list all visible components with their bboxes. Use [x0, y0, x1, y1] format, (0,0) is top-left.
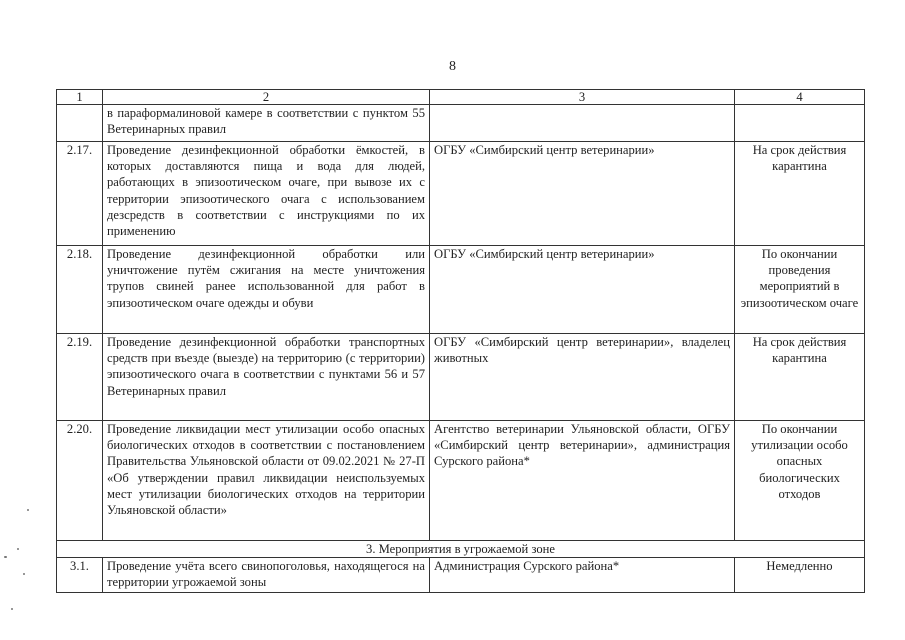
row-description: в параформалиновой камере в соответствии с пунктом 55 Ветеринарных правил: [103, 105, 430, 142]
row-term: [735, 105, 865, 142]
row-description: Проведение дезинфекционной обработки или уничтожение путём сжигания на месте уничтожения трупов свиней ранее использованной для работ в эпизоотическом очаге одежды и обуви: [103, 246, 430, 334]
table-header-row: [57, 90, 865, 105]
row-description: Проведение дезинфекционной обработки ёмкостей, в которых доставляются пища и вода для людей, работающих в эпизоотическом очаге, при вывозе их с территории эпизоотического очага с использованием дезсредств в соответствии с инструкциями по их применению: [103, 142, 430, 246]
row-number: 2.20.: [57, 421, 103, 541]
row-number: [57, 105, 103, 142]
row-number: 2.17.: [57, 142, 103, 246]
table-row: [57, 142, 865, 246]
row-number: 2.18.: [57, 246, 103, 334]
row-term: На срок действия карантина: [735, 334, 865, 421]
table-row: [57, 421, 865, 541]
section-row: [57, 541, 865, 558]
scan-mark: [4, 556, 7, 558]
column-number-3: 3: [430, 90, 735, 105]
row-executor: ОГБУ «Симбирский центр ветеринарии»: [430, 142, 735, 246]
row-number: 2.19.: [57, 334, 103, 421]
column-number-1: 1: [57, 90, 103, 105]
table-row: [57, 558, 865, 593]
measures-table: [56, 89, 865, 593]
table-row: [57, 334, 865, 421]
row-executor: Агентство ветеринарии Ульяновской области, ОГБУ «Симбирский центр ветеринарии», администрация Сурского района*: [430, 421, 735, 541]
row-description: Проведение учёта всего свинопоголовья, находящегося на территории угрожаемой зоны: [103, 558, 430, 593]
row-term: По окончании проведения мероприятий в эпизоотическом очаге: [735, 246, 865, 334]
page-number: 8: [449, 59, 456, 74]
row-description: Проведение дезинфекционной обработки транспортных средств при въезде (выезде) на территорию (с территории) эпизоотического очага в соответствии с пунктами 56 и 57 Ветеринарных правил: [103, 334, 430, 421]
row-term: По окончании утилизации особо опасных биологических отходов: [735, 421, 865, 541]
column-number-4: 4: [735, 90, 865, 105]
row-term: Немедленно: [735, 558, 865, 593]
scan-mark: [23, 573, 25, 575]
row-description: Проведение ликвидации мест утилизации особо опасных биологических отходов в соответствии с постановлением Правительства Ульяновской области от 09.02.2021 № 27-П «Об утверждении правил ликвидации неиспользуемых мест утилизации биологических отходов на территории Ульяновской области»: [103, 421, 430, 541]
scan-mark: [11, 608, 13, 610]
row-executor: ОГБУ «Симбирский центр ветеринарии»: [430, 246, 735, 334]
table-row: [57, 105, 865, 142]
section-title: 3. Мероприятия в угрожаемой зоне: [57, 541, 865, 558]
scan-mark: [17, 548, 19, 550]
scan-mark: [27, 509, 29, 511]
table-row: [57, 246, 865, 334]
row-executor: ОГБУ «Симбирский центр ветеринарии», владелец животных: [430, 334, 735, 421]
row-number: 3.1.: [57, 558, 103, 593]
row-executor: Администрация Сурского района*: [430, 558, 735, 593]
row-executor: [430, 105, 735, 142]
column-number-2: 2: [103, 90, 430, 105]
row-term: На срок действия карантина: [735, 142, 865, 246]
